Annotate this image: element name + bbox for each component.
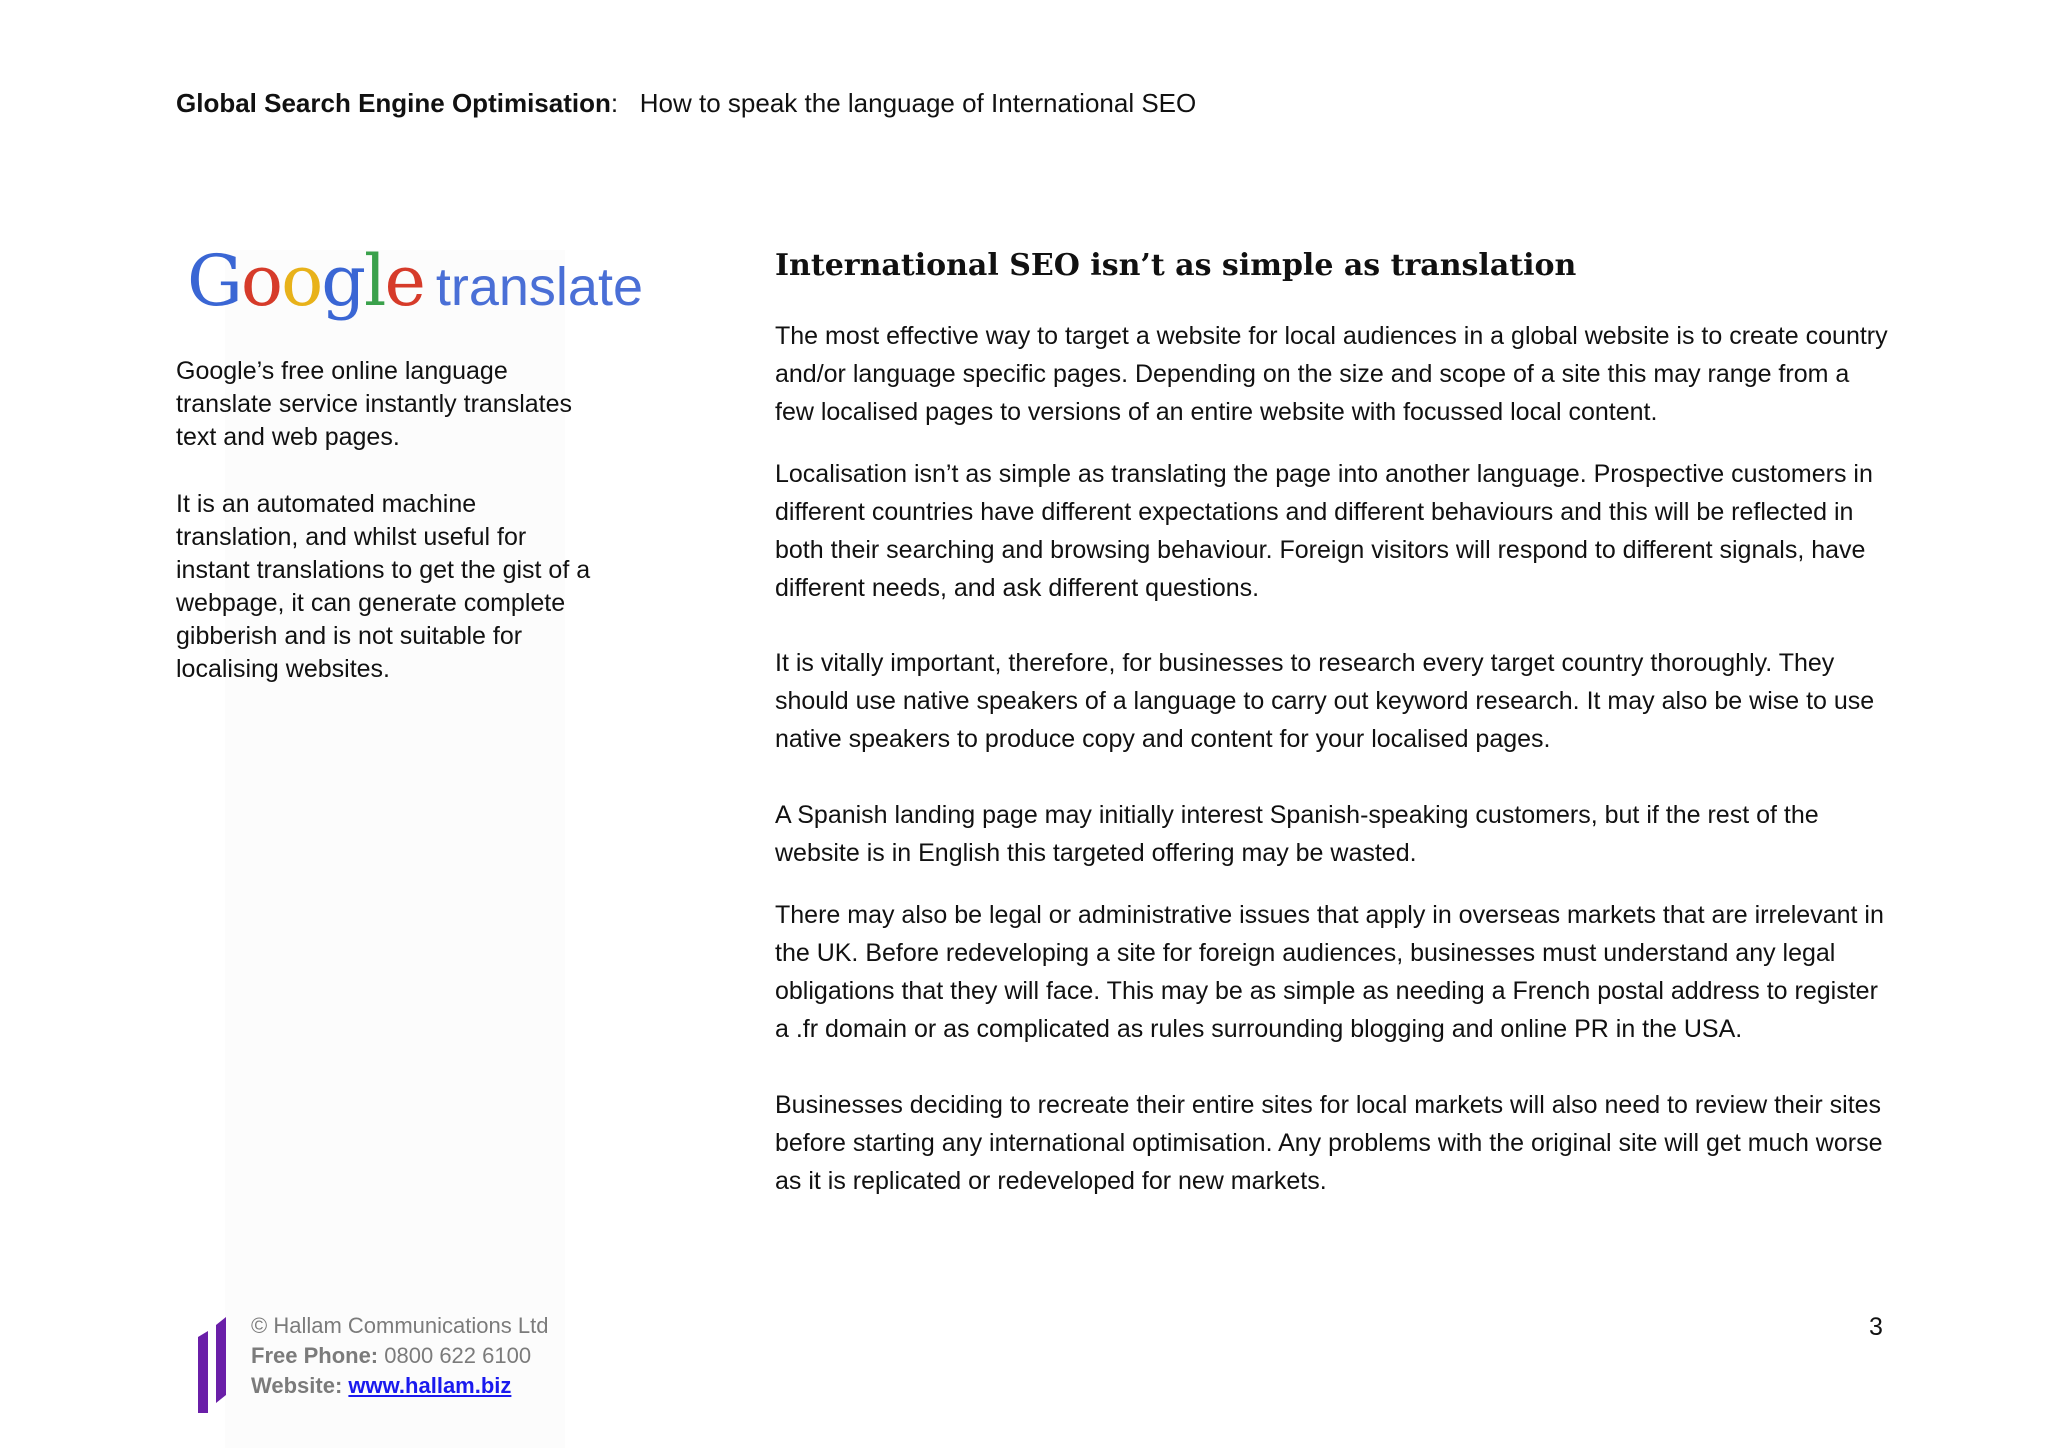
google-translate-logo: Google translate — [187, 240, 643, 322]
header-separator: : — [610, 88, 619, 118]
paragraph-1: The most effective way to target a website for local audiences in a global website is to create country and/or language specific pages. Depending on the size and scope of a site this may range from a few localised pages to versions of an entire website with focussed local content. — [775, 322, 1888, 426]
header-subtitle: How to speak the language of International SEO — [639, 88, 1197, 118]
page-number: 3 — [1869, 1313, 1883, 1341]
footer-website: Website: www.hallam.biz — [251, 1373, 512, 1398]
footer-copyright: © Hallam Communications Ltd — [251, 1313, 549, 1338]
section-heading: International SEO isn’t as simple as translation — [775, 248, 1577, 283]
paragraph-6: Businesses deciding to recreate their entire sites for local markets will also need to review their sites before starting any international optimisation. Any problems with the original site will get much worse as it is replicated or redeveloped for new markets. — [775, 1091, 1883, 1195]
footer-phone: Free Phone: 0800 622 6100 — [251, 1343, 532, 1368]
paragraph-5: There may also be legal or administrative issues that apply in overseas markets that are irrelevant in the UK. Before redeveloping a site for foreign audiences, businesses must understand any legal obligations that they will face. This may be as simple as needing a French postal address to register a .fr domain or as complicated as rules surrounding blogging and online PR in the USA. — [775, 901, 1884, 1043]
paragraph-3: It is vitally important, therefore, for businesses to research every target country thoroughly. They should use native speakers of a language to carry out keyword research. It may also be wise to use native speakers to produce copy and content for your localised pages. — [775, 649, 1875, 753]
document-header — [176, 88, 1196, 119]
footer-contact — [251, 1311, 548, 1401]
header-title: Global Search Engine Optimisation — [176, 88, 611, 118]
sidebar-paragraph-2: It is an automated machine translation, and whilst useful for instant translations to get the gist of a webpage, it can generate complete gibberish and is not suitable for localising websites. — [176, 490, 591, 683]
hallam-logo-icon — [196, 1315, 230, 1413]
paragraph-4: A Spanish landing page may initially interest Spanish-speaking customers, but if the rest of the website is in English this targeted offering may be wasted. — [775, 801, 1819, 867]
sidebar-paragraph-1: Google’s free online language translate service instantly translates text and web pages. — [176, 357, 573, 451]
paragraph-2: Localisation isn’t as simple as translating the page into another language. Prospective customers in different countries have different expectations and different behaviours and this will be reflected in both their searching and browsing behaviour. Foreign visitors will respond to different signals, have different needs, and ask different questions. — [775, 460, 1873, 602]
website-link[interactable]: www.hallam.biz — [348, 1373, 512, 1398]
